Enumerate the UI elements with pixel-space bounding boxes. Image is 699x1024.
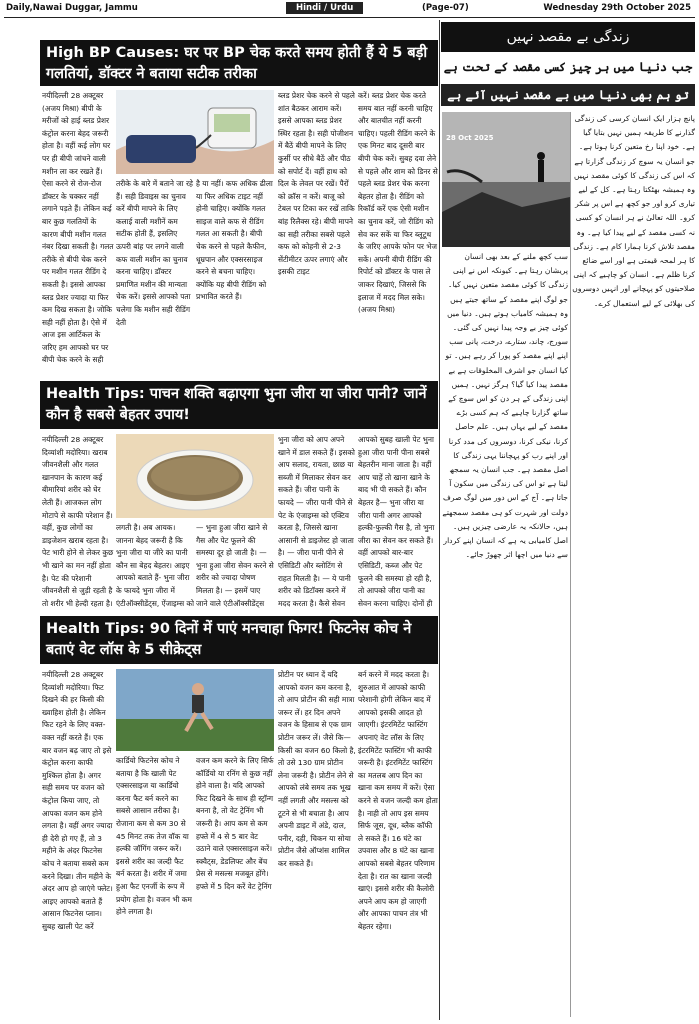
man-on-rock-illustration [442, 112, 570, 247]
article-3-col-1: नयीदिल्ली 28 अक्टूबर दिव्यांशी मदोरिया। फिट दिखने की हर किसी की ख्वाहिश होती है। लेकिन फिट रहने के लिए वक्त-वक्त नहीं करते हैं। एक बार वजन बढ़ जाए तो इसे कंट्रोल करना काफी मुश्किल होता है। अगर सही समय पर वजन को कंट्रोल किया जाए, तो आपका वजन कम होने लगता है। वहीं अगर ज्यादा ही देरी हो गए हैं, तो 3 महीने के अंदर फिटनेस कोच ने बताया सबसे कम करने दिखा। तीन महीने के अंदर आप हो जाएंगे फ्लेट। आइए आपको बताते हैं आसान फिटनेस प्लान। सुबह खाली पेट करें [42, 670, 113, 931]
masthead-rule [4, 17, 695, 18]
article-2-col-5: आपको सुबह खाली पेट भुना हुआ जीरा पानी पीना सबसे बेहतरीन माना जाता है। वहीं आप चाहें तो खाना खाने के बाद भी पी सकते हैं। कौन बेहतर है— भुना जीरा या जीरा पानी अगर आपको हल्की-फुल्की गैस है, तो भुना जीरा का सेवन कर सकते हैं। वहीं आपको बार-बार एसिडिटी, कब्ज और पेट फूलने की समस्या हो रही है, तो आपको जीरा पानी का सेवन करना चाहिए। दोनों ही [358, 435, 435, 608]
article-3-col-3: वजन कम करने के लिए सिर्फ कॉर्डियो या रनिंग से कुछ नहीं होने वाला है। यदि आपको फिट दिखने के साथ ही स्ट्रॉन्ग बनना है, तो वेट ट्रेनिंग भी जरूरी है। आप कम से कम हफ्ते में 4 से 5 बार वेट उठाने वाले एक्सरसाइज करें। स्क्वैट्स, डेडलिफ्ट और बेंच प्रेस से मसल्स मजबूत होंगे। हफ्ते में 5 दिन करें वेट ट्रेनिंग [196, 756, 274, 891]
issue-date: Wednesday 29th October 2025 [543, 3, 691, 13]
article-3-col-4: प्रोटीन पर ध्यान दें यदि आपको वजन कम करना है, तो आप प्रोटीन की सही मात्रा जरूर लें। हर दिन अपने वजन के हिसाब से एक ग्राम प्रोटीन जरूर लें। जैसे कि—किसी का वजन 60 किलो है, तो उसे 130 ग्राम प्रोटीन लेना जरूरी है। प्रोटीन लेने से आपको लंबे समय तक भूख नहीं लगती और मसल्स को टूटने से भी बचाता है। आप अपनी डाइट में अंडे, दाल, पनीर, दही, चिकन या सोया प्रोटीन जैसे ऑप्शंस शामिल कर सकते हैं। [278, 670, 356, 868]
urdu-col-right: پانچ ہزار ایک انسان کرسی کی زندگی گذارنے کا طریقہ ہمیں نہیں بتایا گیا ہے۔ خود اپنا رخ متعین کرنا ہوتا ہے۔ جو انسان یہ سوچ کر زندگی گزارتا ہے کہ اس کی زندگی کا کوئی مقصد نہیں وہ ہمیشہ بھٹکتا رہتا ہے۔ کل کے لیے تیاری کرو اور جو کچھ ہے اس پر شکر کرو۔ اللہ تعالیٰ نے ہر انسان کو کسی نہ کسی مقصد کے لیے پیدا کیا ہے۔ وہ مقصد تلاش کرنا ہمارا کام ہے۔ زندگی کا ہر لمحہ قیمتی ہے اور اسے ضائع کرنا ظلم ہے۔ انسان کو چاہیے کہ اپنی صلاحیتوں کو پہچانے اور انہیں دوسروں کی بھلائی کے لیے استعمال کرے۔ [572, 114, 695, 308]
page-number: (Page-07) [422, 3, 469, 13]
article-2-col-3: — भुना हुआ जीरा खाने से गैस और पेट फूलने की समस्या दूर हो जाती है। — भुना हुआ जीरा सेवन करने से शरीर को ज्यादा पोषण मिलता है। — इसमें पाए जाने वाले एंटीऑक्सीडेंट्स [196, 523, 274, 608]
article-2-headline: Health Tips: पाचन शक्ति बढ़ाएगा भुना जीरा या जीरा पानी? जानें कौन है सबसे बेहतर उपाय! [40, 381, 438, 429]
article-2-col-4: भुना जीरा को आप अपने खाने में डाल सकते हैं। इसको आप सलाद, रायता, छाछ या सब्जी में मिलाकर सेवन कर सकते हैं। जीरा पानी के फायदे — जीरा पानी पीने से पेट के एंजाइम्स को एक्टिव करता है, जिससे खाना आसानी से डाइजेस्ट हो जाता है। — जीरा पानी पीने से एसिडिटी और ब्लोटिंग से राहत मिलती है। — ये पानी शरीर को डिटॉक्स करने में मदद करता है। कैसे सेवन [278, 435, 355, 608]
article-2-col-1: नयीदिल्ली 28 अक्टूबर दिव्यांशी मदोरिया। खराब जीवनशैली और गलत खानपान के कारण कई बीमारियां शरीर को घेर लेती हैं। आजकल लोग मोटापे से काफी परेशान हैं। वहीं, कुछ लोगों का डाइजेशन खराब रहता है। पेट भारी होने से लेकर कुछ भी खाने का मन नहीं होता है। पेट की परेशानी जीवनशैली से जुड़ी रहती है तो शरीर भी हेल्दी रहता है। [42, 435, 114, 608]
article-3-col-2: कार्डियो फिटनेस कोच ने बताया है कि खाली पेट एक्सरसाइज या कार्डियो करना फैट बर्न करने का सबसे आसान तरीका है। रोजाना कम से कम 30 से 45 मिनट तक तेज वॉक या हल्की जॉगिंग जरूर करें। इससे शरीर का जल्दी फैट बर्न करता है। शरीर में जमा हुआ फैट एनर्जी के रूप में प्रयोग होता है। वजन भी कम होने लगता है। [116, 756, 192, 917]
article-1-headline: High BP Causes: घर पर BP चेक करते समय होती हैं ये 5 बड़ी गलतियां, डॉक्टर ने बताया सटीक तरीका [40, 40, 438, 86]
article-3-col-5: बर्न करने में मदद करता है। शुरुआत में आपको काफी परेशानी होगी लेकिन बाद में आपको इसकी आदत हो जाएगी। इंटरमिटेंट फास्टिंग अपनाएं वेट लॉस के लिए इंटरमिटेंट फास्टिंग भी काफी जरूरी है। इंटरमिटेंट फास्टिंग का मतलब आप दिन का खाना कम समय में करें। ऐसा करने से वजन जल्दी कम होता है। नाही तो आप इस समय सिर्फ जूस, दूध, ब्लैक कॉफी ले सकते हैं। 16 घंटे का उपवास और 8 घंटे का खाना आपको सबसे बेहतर परिणाम देता है। रात का खाना जल्दी खाएं। इससे शरीर की कैलोरी अपने आप कम हो जाएगी और आपका पाचन तंत्र भी बेहतर रहेगा। [358, 670, 438, 931]
urdu-banner: زندگی بے مقصد نہیں [441, 22, 695, 52]
publisher-name: Daily,Nawai Duggar, Jammu [6, 3, 138, 13]
cumin-photo [116, 434, 274, 518]
language-badge: Hindi / Urdu [286, 2, 363, 14]
article-1-col-1: नयीदिल्ली 28 अक्टूबर (अजय मिश्रा) बीपी के मरीजों को हाई ब्लड प्रेशर कंट्रोल करना बेहद जरूरी होता है। वहीं कई लोग घर पर ही बीपी जांचने वाली मशीन ला कर रखते हैं। ऐसा करने से रोज-रोज डॉक्टर के चक्कर नहीं लगाने पड़ते हैं। लेकिन कई बार कुछ गलतियों के कारण बीपी मशीन गलत नंबर दिखा सकती है। गलत तरीके से बीपी चेक करने पर मशीन गलत रीडिंग दे सकती है। इससे आपका ब्लड प्रेशर ज्यादा या फिर कम दिख सकता है। जोकि सही नहीं होता है। ऐसे में आज इस आर्टिकल के जरिए हम आपको घर पर बीपी चेक करने के सही [42, 91, 114, 365]
urdu-subhead-2: تو ہم بھی دنیا میں بے مقصد نہیں آئے ہے [441, 84, 695, 106]
urdu-subhead-1: جب دنیا میں ہر چیز کسی مقصد کے تحت ہے [443, 60, 693, 74]
runner-photo [116, 669, 274, 751]
photo-date: 28 Oct 2025 [446, 134, 494, 142]
section-divider [439, 20, 440, 1020]
bp-monitor-photo [116, 90, 274, 174]
masthead [4, 2, 695, 16]
cumin-bowl-illustration [116, 434, 274, 518]
article-1-col-2: तरीके के बारे में बताने जा रहे हैं। सही डिवाइस का चुनाव करें बीपी मापने के लिए कलाई वाली मशीनें कम सटीक होती हैं, इसलिए ऊपरी बांह पर लगने वाली कफ वाली मशीन का चुनाव करना चाहिए। डॉक्टर प्रमाणित मशीन की मान्यता चेक करें। इससे आपको पता चलेगा कि मशीन सही रीडिंग देती [116, 179, 193, 327]
urdu-col-left: سب کچھ ملنے کے بعد بھی انسان پریشان رہتا ہے۔ کیونکہ اس نے اپنی زندگی کا کوئی مقصد متعین نہیں کیا۔ جو لوگ اپنے مقصد کے ساتھ جیتے ہیں وہ ہمیشہ کامیاب ہوتے ہیں۔ دنیا میں کوئی چیز بے وجہ پیدا نہیں کی گئی۔ سورج، چاند، ستارے، درخت، پانی سب اپنے اپنے مقصد کو پورا کر رہے ہیں۔ تو کیا انسان جو اشرف المخلوقات ہے بے مقصد پیدا کیا گیا؟ ہرگز نہیں۔ ہمیں اپنی زندگی کے ہر دن کو اس سوچ کے ساتھ گزارنا چاہیے کہ ہم کسی بڑے مقصد کے لیے یہاں ہیں۔ علم حاصل کرنا، نیکی کرنا، دوسروں کی مدد کرنا اور اپنے رب کو پہچاننا یہی زندگی کا اصل مقصد ہے۔ جب انسان یہ سمجھ لیتا ہے تو اس کی زندگی میں سکون آ جاتا ہے۔ آج کے اس دور میں لوگ صرف دولت اور شہرت کو ہی مقصد سمجھتے ہیں، حالانکہ یہ عارضی چیزیں ہیں۔ اصل کامیابی یہ ہے کہ انسان اپنے کردار سے دنیا میں اچھا اثر چھوڑ جائے۔ [442, 252, 568, 560]
article-1-col-5: करें। ब्लड प्रेशर चेक करते समय बात नहीं करनी चाहिए और बातचीत नहीं करनी चाहिए। पहली रीडिंग करने के एक मिनट बाद दूसरी बार बीपी चेक करें। सुबह दवा लेने से पहले और शाम को डिनर से पहले ब्लड प्रेशर चेक करना बेहतर होता है। रीडिंग को रिकॉर्ड करें एक ऐसी मशीन का चुनाव करें, जो रीडिंग को सेव कर सकें या फिर ब्लूटूथ के जरिए आपके फोन पर भेज सकें। अपनी बीपी रीडिंग की रिपोर्ट को डॉक्टर के पास ले जाकर दिखाएं, जिससे कि इलाज में मदद मिल सके। (अजय मिश्रा) [358, 91, 438, 315]
article-2-col-2: लगती है। अब आयक। जानना बेहद जरूरी है कि भुना जीरा या जीरे का पानी कौन सा बेहद बेहतर। आइए आपको बताते हैं- भुना जीरा के फायदे भुना जीरा में एंटीऑक्सीडेंट्स, ऐंजाइम्स को [116, 523, 194, 608]
article-1-col-3: है या नहीं। कफ अधिक ढीला या फिर अधिक टाइट नहीं होनी चाहिए। क्योंकि गलत साइज वाले कफ से रीडिंग गलत आ सकती है। बीपी चेक करने से पहले कैफीन, धूम्रपान और एक्सरसाइज करने से बचना चाहिए। क्योंकि यह बीपी रीडिंग को प्रभावित करते हैं। [196, 179, 273, 302]
article-1-col-4: ब्लड प्रेशर चेक करने से पहले शांत बैठकर आराम करें। इससे आपका ब्लड प्रेशर स्थिर रहता है। सही पोजीशन में बैठें बीपी मापने के लिए कुर्सी पर सीधे बैठें और पीठ को सपोर्ट दें। वहीं हाथ को दिल के लेवल पर रखें। पैरों को क्रॉस न करें। बाजू को टेबल पर टिका कर रखें ताकि बांह रिलैक्स रहे। बीपी मापने का सही तरीका सबसे पहले कफ को कोहनी से 2-3 सेंटीमीटर ऊपर लगाएं और इसकी टाइट [278, 91, 355, 277]
runner-illustration [116, 669, 274, 751]
bp-monitor-illustration [116, 90, 274, 174]
urdu-photo [442, 112, 570, 247]
article-3-headline: Health Tips: 90 दिनों में पाएं मनचाहा फिगर! फिटनेस कोच ने बताएं वेट लॉस के 5 सीक्रेट्स [40, 616, 438, 664]
urdu-col-divider [570, 112, 571, 1017]
